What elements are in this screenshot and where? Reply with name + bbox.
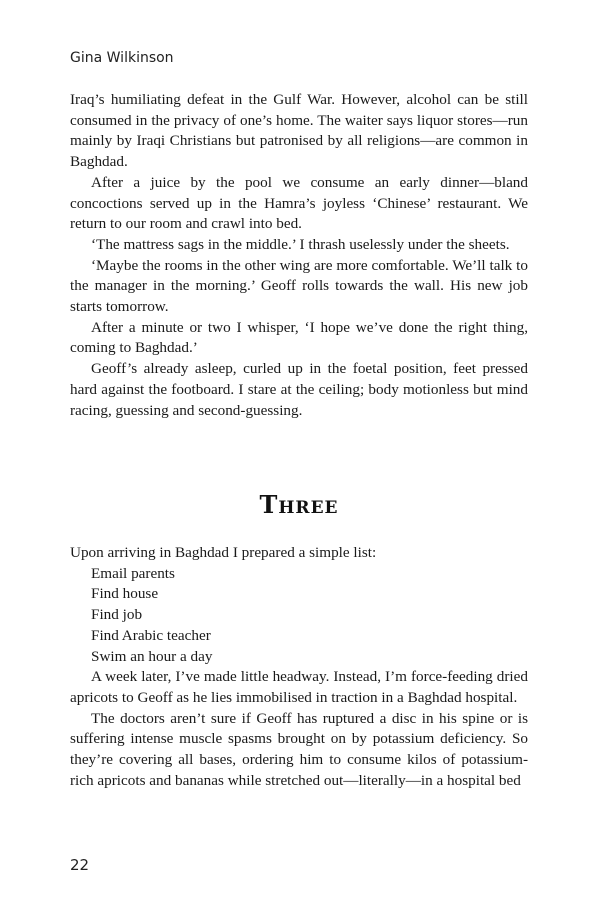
paragraph: ‘Maybe the rooms in the other wing are more comfortable. We’ll talk to the manager in the morning.’ Geoff rolls towards the wall. His new job starts tomorrow.: [70, 256, 528, 316]
chapter-title: Three: [259, 490, 339, 519]
list-item: Find Arabic teacher: [91, 626, 211, 644]
list-item: Swim an hour a day: [91, 647, 213, 665]
list-item: Find job: [91, 606, 143, 624]
paragraph: Geoff’s already asleep, curled up in the foetal position, feet pressed hard against the footboard. I stare at the ceiling; body motionless but mind racing, guessing and second-guessing.: [70, 360, 528, 419]
list-intro: Upon arriving in Baghdad I prepared a simple list:: [70, 544, 377, 561]
paragraph: After a juice by the pool we consume an early dinner—bland concoctions served up in the Hamra’s joyless ‘Chinese’ restaurant. We return to our room and crawl into bed.: [70, 173, 528, 233]
paragraph: The doctors aren’t sure if Geoff has ruptured a disc in his spine or is suffering intense muscle spasms brought on by potassium deficiency. So they’re covering all bases, ordering him to consume kilos of potassium-rich apricots and bananas while stretched out—literally—in a hospital bed: [70, 709, 528, 789]
top-text-block: [70, 90, 528, 421]
running-head: Gina Wilkinson: [70, 50, 174, 66]
paragraph: After a minute or two I whisper, ‘I hope we’ve done the right thing, coming to Baghdad.’: [70, 318, 528, 357]
page-number: 22: [70, 856, 90, 874]
paragraph: A week later, I’ve made little headway. Instead, I’m force-feeding dried apricots to Geoff as he lies immobilised in traction in a Baghdad hospital.: [70, 668, 528, 706]
list-item: Find house: [91, 585, 159, 603]
paragraph: Iraq’s humiliating defeat in the Gulf War. However, alcohol can be still consumed in the privacy of one’s home. The waiter says liquor stores—run mainly by Iraqi Christians but patronised by all religions—are common in Baghdad.: [70, 91, 528, 171]
paragraph: ‘The mattress sags in the middle.’ I thrash uselessly under the sheets.: [91, 235, 510, 253]
list-item: Email parents: [91, 564, 175, 582]
bottom-text-block: [70, 543, 528, 791]
